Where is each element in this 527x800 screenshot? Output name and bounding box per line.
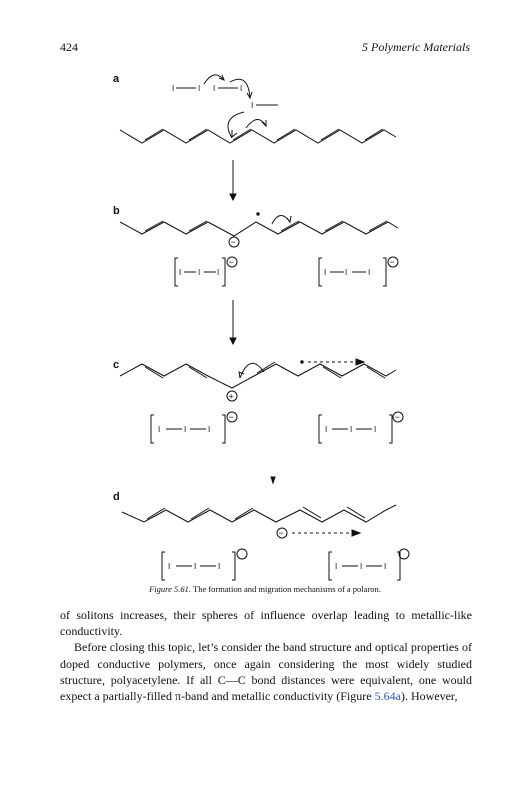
svg-text:I: I: [218, 562, 221, 571]
svg-text:I: I: [198, 84, 201, 93]
svg-text:I: I: [325, 425, 328, 434]
panel-a-chain: [120, 129, 396, 143]
svg-text:I: I: [213, 84, 216, 93]
panel-b-triiodide: [175, 257, 398, 286]
svg-text:I: I: [350, 425, 353, 434]
panel-label-c: c: [113, 359, 120, 371]
chapter-title: 5 Polymeric Materials: [362, 40, 470, 54]
panel-label-b: b: [113, 205, 120, 217]
paragraph-2: Before closing this topic, let’s consider the band structure and optical properties of doped conductive polymers, once again considering the most widely studied structure, polyacetylene. If all C—C bond distances were equivalent, one would expect a partially-filled π-band and metallic conductivity (Figure 5.64a). However,: [60, 640, 472, 704]
svg-text:I: I: [217, 268, 220, 277]
paragraph-1: of solitons increases, their spheres of influence overlap leading to metallic-like conductivity.: [60, 608, 472, 639]
svg-text:I: I: [179, 268, 182, 277]
svg-text:I: I: [335, 562, 338, 571]
svg-text:+: +: [228, 391, 234, 402]
panel-d-chain: [122, 505, 396, 538]
figure-caption: [60, 584, 470, 594]
svg-text:I: I: [208, 425, 211, 434]
figure-reference-link[interactable]: 5.64a: [374, 689, 401, 704]
panel-d-triiodide: [162, 549, 409, 580]
panel-a-iodine: [172, 75, 278, 138]
svg-text:I: I: [374, 425, 377, 434]
panel-b-chain: [120, 213, 398, 247]
svg-text:−: −: [228, 257, 234, 267]
svg-text:I: I: [172, 84, 175, 93]
svg-text:−: −: [228, 412, 234, 422]
svg-text:I: I: [184, 425, 187, 434]
svg-text:−: −: [230, 237, 236, 247]
reaction-arrow-bc: [230, 300, 236, 344]
svg-text:I: I: [194, 562, 197, 571]
panel-label-d: d: [113, 491, 120, 503]
body-text: [60, 607, 472, 704]
svg-text:I: I: [345, 268, 348, 277]
reaction-arrow-ab: [230, 160, 236, 200]
svg-text:−: −: [389, 257, 395, 267]
svg-text:−: −: [394, 412, 400, 422]
caption-text: The formation and migration mechanisms of a polaron.: [191, 584, 381, 594]
svg-text:I: I: [324, 268, 327, 277]
caption-label: Figure 5.61.: [149, 584, 192, 594]
svg-text:I: I: [198, 268, 201, 277]
panel-c-chain: [120, 359, 396, 402]
panel-label-a: a: [113, 73, 120, 85]
svg-text:I: I: [360, 562, 363, 571]
svg-text:−: −: [278, 528, 284, 538]
page-number: 424: [60, 40, 78, 54]
svg-text:I: I: [158, 425, 161, 434]
svg-text:I: I: [240, 84, 243, 93]
svg-text:I: I: [368, 268, 371, 277]
svg-text:I: I: [384, 562, 387, 571]
panel-c-triiodide: [151, 412, 403, 443]
svg-text:I: I: [251, 101, 254, 110]
reaction-arrow-cd: [271, 477, 275, 483]
svg-text:I: I: [168, 562, 171, 571]
